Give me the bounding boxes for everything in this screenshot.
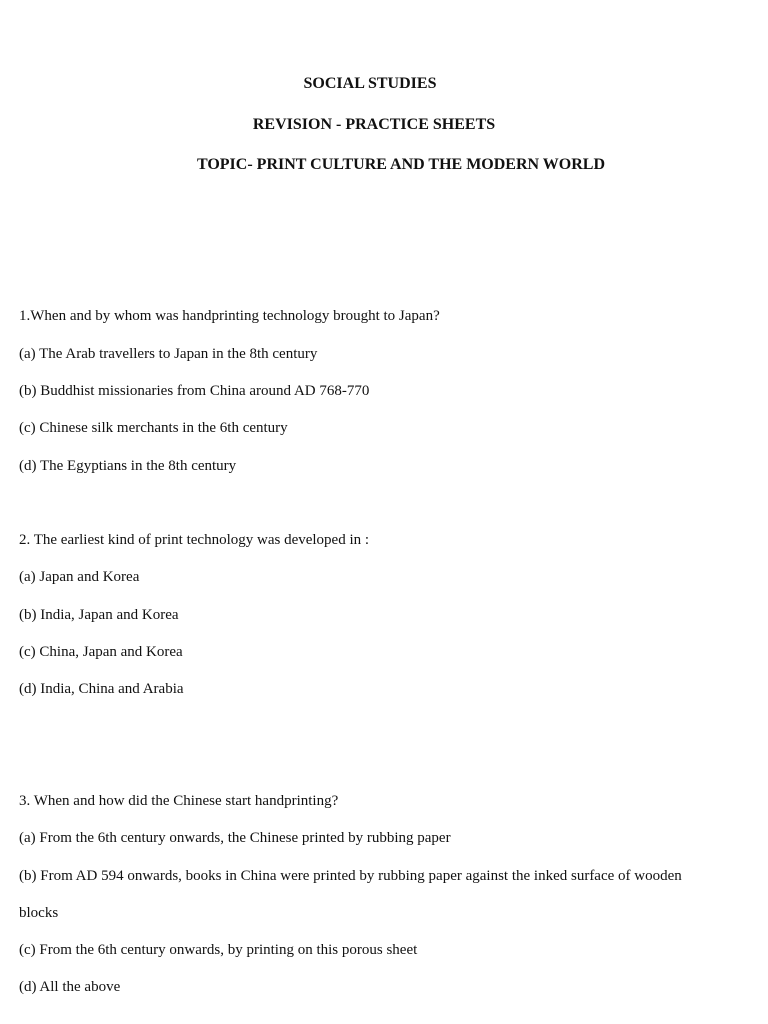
option-text: (c) Chinese silk merchants in the 6th century bbox=[19, 420, 288, 436]
option-text: (d) All the above bbox=[19, 979, 121, 995]
option-text: (a) Japan and Korea bbox=[19, 569, 140, 585]
option-text: (d) The Egyptians in the 8th century bbox=[19, 458, 237, 474]
question-text: 3. When and how did the Chinese start handprinting? bbox=[19, 793, 339, 809]
topic-heading: TOPIC- PRINT CULTURE AND THE MODERN WORLD bbox=[196, 156, 606, 173]
option-text: (b) India, Japan and Korea bbox=[19, 607, 179, 623]
option-text: (c) China, Japan and Korea bbox=[19, 644, 183, 660]
option-text-continuation: blocks bbox=[19, 905, 59, 921]
option-text: (b) From AD 594 onwards, books in China were printed by rubbing paper against the inked surface of wooden bbox=[19, 868, 682, 884]
question-text: 2. The earliest kind of print technology was developed in : bbox=[19, 532, 370, 548]
question-text: 1.When and by whom was handprinting technology brought to Japan? bbox=[19, 308, 440, 324]
option-text: (a) From the 6th century onwards, the Chinese printed by rubbing paper bbox=[19, 830, 451, 846]
subject-heading: SOCIAL STUDIES bbox=[303, 75, 437, 92]
option-text: (d) India, China and Arabia bbox=[19, 681, 184, 697]
sheet-title-heading: REVISION - PRACTICE SHEETS bbox=[252, 116, 496, 133]
option-text: (c) From the 6th century onwards, by printing on this porous sheet bbox=[19, 942, 418, 958]
option-text: (a) The Arab travellers to Japan in the 8th century bbox=[19, 346, 318, 362]
option-text: (b) Buddhist missionaries from China around AD 768-770 bbox=[19, 383, 370, 399]
